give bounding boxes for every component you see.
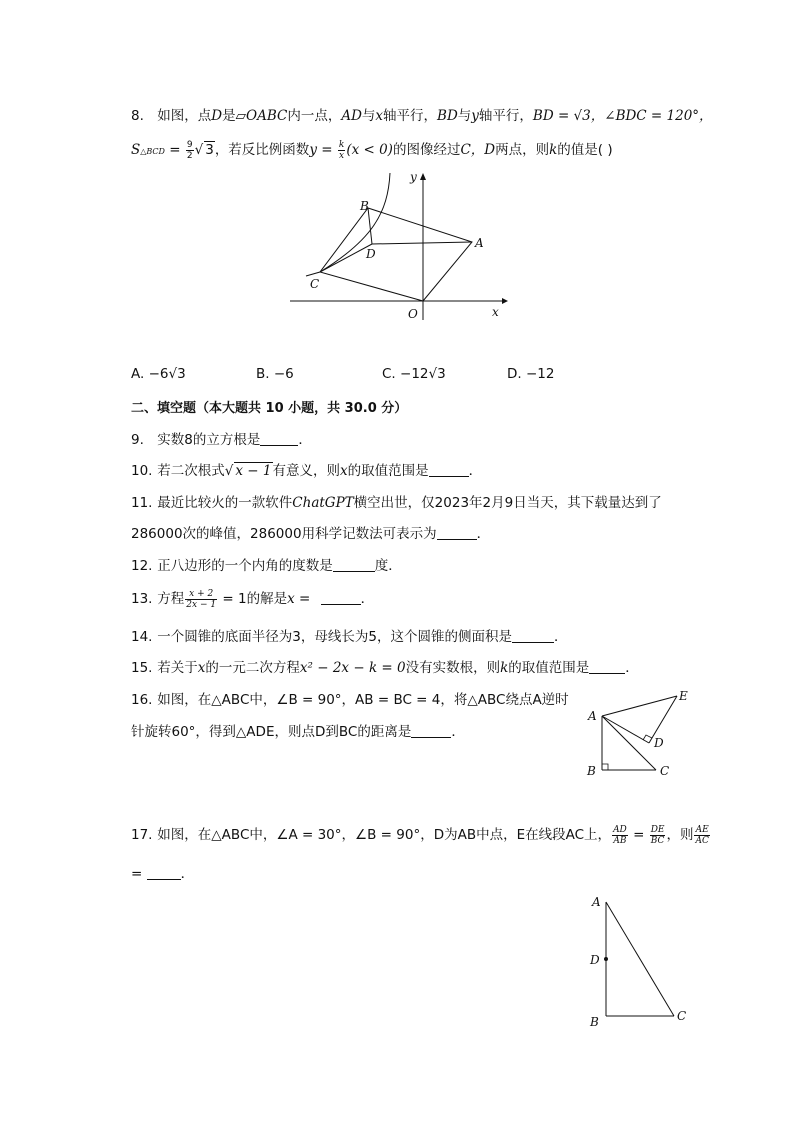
q16-tail: ． [451, 724, 465, 740]
label-c: C [677, 1009, 687, 1023]
q17-text: = [131, 866, 147, 882]
q9-text: 实数8的立方根是 [157, 432, 261, 448]
frac-num: k [338, 139, 345, 150]
frac-den: BC [650, 835, 665, 846]
label-c: C [310, 277, 320, 291]
segment-bd [368, 208, 372, 244]
q8-condition: BD = √3，∠BDC = 120°， [532, 108, 713, 124]
q16-line1 [131, 688, 569, 708]
q9-number: 9. [131, 432, 144, 448]
q15-var: x [197, 660, 206, 676]
q13-text: = 1的解是 [218, 591, 288, 607]
segment-ae [602, 696, 677, 716]
answer-blank[interactable] [333, 557, 375, 572]
q17-text: 如图，在△ABC中，∠A = 30°，∠B = 90°，D为AB中点，E在线段AC上， [157, 827, 612, 843]
q11-tail: ． [476, 526, 491, 542]
q13-number: 13. [131, 591, 153, 607]
q17-frac-ae-ac [694, 825, 709, 846]
frac-num: DE [650, 824, 665, 835]
choice-c: C. −12√3 [382, 366, 446, 382]
point-d [604, 957, 608, 961]
q14-tail: ． [553, 629, 568, 645]
segment-ac [602, 716, 656, 770]
q9 [131, 428, 312, 448]
q12-text: 正八边形的一个内角的度数是 [157, 558, 333, 574]
q8-var: x [375, 108, 384, 124]
answer-blank[interactable] [147, 865, 181, 880]
q11-number: 11. [131, 495, 153, 511]
q11-text: 最近比较火的一款软件 [157, 495, 293, 511]
q17-text: ，则 [666, 827, 694, 843]
q10-number: 10. [131, 463, 153, 479]
label-c: C [660, 764, 670, 778]
choice-b: B. −6 [256, 366, 294, 382]
choice-a: A. −6√3 [131, 366, 186, 382]
right-angle-mark-b [602, 764, 608, 770]
q13 [131, 587, 374, 610]
label-a: A [588, 709, 597, 723]
frac-num: x + 2 [185, 589, 217, 600]
q13-text: 方程 [157, 591, 185, 607]
q12-tail: 度． [374, 558, 402, 574]
label-d: D [366, 247, 376, 261]
section-heading: 二、填空题（本大题共 10 小题，共 30.0 分） [131, 401, 408, 416]
q8-line2 [131, 138, 613, 161]
answer-blank[interactable] [411, 723, 451, 738]
segment-dc [320, 244, 372, 272]
q10-radicand: x − 1 [235, 463, 272, 479]
q8-func-cond: (x < 0) [346, 142, 393, 158]
q12 [131, 554, 402, 574]
q14-number: 14. [131, 629, 153, 645]
q11-line1 [131, 491, 662, 511]
q15-number: 15. [131, 660, 153, 676]
frac-num: 9 [186, 139, 193, 150]
q17-line2 [131, 862, 194, 882]
parallelogram [320, 208, 472, 301]
frac-num: AE [695, 824, 709, 835]
segment-ac [606, 902, 674, 1016]
label-x: x [492, 305, 499, 319]
q8-text: 如图，点 [157, 108, 212, 124]
q8-text: ，若反比例函数 [214, 142, 310, 158]
q13-frac [185, 589, 217, 610]
q8-text: 与 [457, 108, 472, 124]
label-y: y [410, 170, 417, 184]
q15-text: 的一元二次方程 [205, 660, 300, 676]
q17-frac-de-bc [650, 825, 666, 846]
q8-text: 内一点， [287, 108, 342, 124]
q8-area-frac [186, 140, 194, 161]
q8-number: 8. [131, 108, 144, 124]
sqrt-icon: √ [194, 142, 204, 158]
answer-blank[interactable] [260, 431, 298, 446]
q8-parallelogram: ▱OABC [235, 108, 288, 124]
q10-tail: ． [468, 463, 483, 479]
q15-text: 没有实数根，则 [405, 660, 501, 676]
q8-text: 的值是( ) [557, 142, 613, 158]
q8-radicand: 3 [205, 142, 214, 158]
q8-area-label: S [131, 142, 141, 158]
q15 [131, 656, 639, 676]
q17-figure [584, 892, 694, 1032]
q15-text: 若关于 [157, 660, 198, 676]
x-axis-arrow [502, 298, 508, 304]
q8-var: BD [437, 108, 458, 124]
q16-text: 如图，在△ABC中，∠B = 90°，AB = BC = 4，将△ABC绕点A逆时 [157, 692, 569, 708]
q8-var: AD [341, 108, 362, 124]
q9-tail: ． [298, 432, 312, 448]
q12-number: 12. [131, 558, 153, 574]
q10-var: x [340, 463, 348, 479]
q17-number: 17. [131, 827, 153, 843]
q8-text: 轴平行， [383, 108, 438, 124]
q15-var: k [500, 660, 509, 676]
q10-text: 若二次根式 [157, 463, 225, 479]
frac-num: AD [613, 824, 627, 835]
right-angle-mark-d [643, 735, 652, 740]
q8-figure [280, 168, 520, 328]
q10 [131, 459, 482, 479]
q16-line2 [131, 720, 465, 740]
frac-den: 2x − 1 [186, 599, 217, 610]
frac-den: 2 [186, 150, 193, 161]
frac-den: x [339, 150, 345, 161]
q8-line1 [131, 104, 713, 124]
q8-var: y [471, 108, 479, 124]
q17-eq: = [628, 827, 649, 843]
q17-tail: ． [180, 866, 195, 882]
q13-var: x = [287, 591, 315, 607]
q15-text: 的取值范围是 [508, 660, 590, 676]
label-a: A [475, 236, 484, 250]
label-b: B [587, 764, 596, 778]
q10-text: 有意义，则 [272, 463, 341, 479]
q8-text: 是 [222, 108, 236, 124]
sqrt-icon: √ [224, 463, 234, 479]
y-axis-arrow [420, 173, 426, 180]
frac-den: AC [695, 835, 709, 846]
label-e: E [679, 689, 688, 703]
q8-func-frac [338, 140, 345, 161]
q8-area-sub: △BCD [140, 147, 165, 156]
segment-da [372, 242, 472, 244]
q8-var: D [211, 108, 223, 124]
label-d: D [654, 736, 664, 750]
label-o: O [408, 307, 418, 321]
q11-line2 [131, 522, 490, 542]
q14-text: 一个圆锥的底面半径为3，母线长为5，这个圆锥的侧面积是 [157, 629, 512, 645]
q8-text: 的图像经过 [392, 142, 461, 158]
answer-blank[interactable] [437, 525, 477, 540]
frac-den: AB [613, 835, 627, 846]
q17-line1 [131, 823, 711, 846]
answer-blank[interactable] [589, 659, 625, 674]
q11-text: 286000次的峰值，286000用科学记数法可表示为 [131, 526, 437, 542]
answer-blank[interactable] [429, 462, 469, 477]
q8-text: 轴平行， [478, 108, 533, 124]
q8-func: y = [309, 142, 337, 158]
answer-blank[interactable] [321, 590, 361, 605]
q8-eq: = [164, 142, 185, 158]
q11-text: 横空出世，仅2023年2月9日当天，其下载量达到了 [353, 495, 662, 511]
q17-frac-ad-ab [612, 825, 628, 846]
q16-figure [582, 685, 694, 781]
label-b: B [360, 199, 369, 213]
answer-blank[interactable] [512, 628, 554, 643]
q11-app: ChatGPT [292, 495, 354, 511]
q13-tail: ． [360, 591, 375, 607]
q15-equation: x² − 2x − k = 0 [299, 660, 406, 676]
q8-text: 与 [361, 108, 376, 124]
q15-tail: ． [625, 660, 639, 676]
q16-number: 16. [131, 692, 153, 708]
label-a: A [592, 895, 601, 909]
choice-d: D. −12 [507, 366, 555, 382]
label-d: D [590, 953, 600, 967]
q16-text: 针旋转60°，得到△ADE，则点D到BC的距离是 [131, 724, 412, 740]
hyperbola-curve [306, 173, 390, 276]
q8-var: k [549, 142, 558, 158]
q8-text: 两点，则 [495, 142, 550, 158]
q14 [131, 625, 567, 645]
label-b: B [590, 1015, 599, 1029]
q8-var: C，D [460, 142, 496, 158]
q10-text: 的取值范围是 [347, 463, 429, 479]
